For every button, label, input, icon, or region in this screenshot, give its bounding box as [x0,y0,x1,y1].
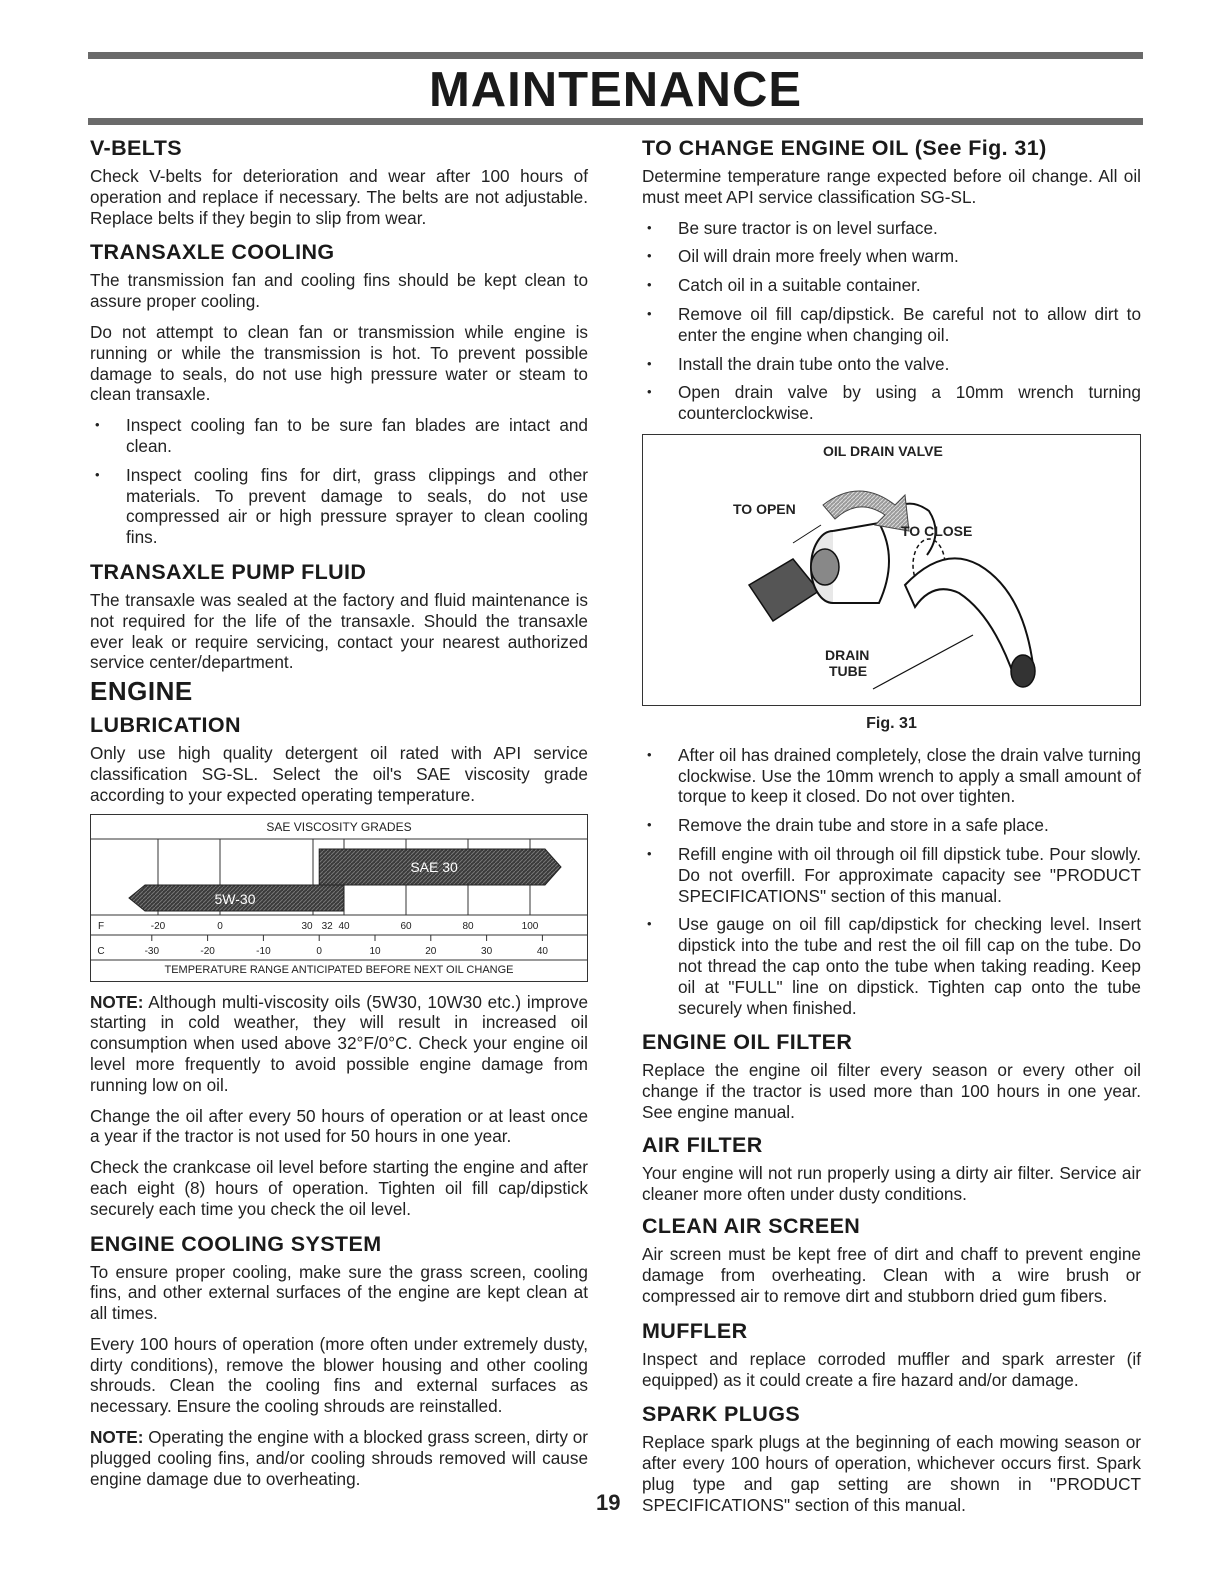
f-tick-label: 32 [321,920,333,932]
wrench-icon [749,559,819,621]
transaxle-pump-fluid-body: The transaxle was sealed at the factory and fluid maintenance is not required for the life of the transaxle. Should the transaxle ever leak or require servicing, contact your nearest authorized service center/department. [90,589,588,673]
left-column [90,136,588,1499]
chart-title: SAE VISCOSITY GRADES [266,819,412,834]
change-oil-intro: Determine temperature range expected before oil change. All oil must meet API service classification SG-SL. [642,166,1141,207]
f-tick-label: 40 [338,920,350,932]
sae30-label: SAE 30 [410,858,458,875]
list-item: • Catch oil in a suitable container. [642,275,1141,296]
f-tick-label: 80 [462,920,474,932]
note-label: NOTE: [90,991,144,1012]
list-item: • Be sure tractor is on level surface. [642,218,1141,239]
muffler-heading: MUFFLER [642,1318,748,1343]
viscosity-chart-svg [91,815,587,979]
air-filter-heading: AIR FILTER [642,1132,763,1157]
tube-label: TUBE [829,662,868,679]
transaxle-cooling-heading: TRANSAXLE COOLING [90,240,335,265]
to-open-label: TO OPEN [733,500,796,517]
engine-cooling-p1: To ensure proper cooling, make sure the grass screen, cooling fins, and other external surfaces of the engine are kept clean at all times. [90,1261,588,1324]
c-tick-label: 30 [481,945,493,957]
list-item: • Use gauge on oil fill cap/dipstick for checking level. Insert dipstick into the tube and rest the oil fill cap on the tube. Do not thread the cap onto the tube when taking reading. Keep oil at "FULL" line on dipstick. Tighten cap onto the tube securely when finished. [642,914,1141,1018]
clean-air-screen-body: Air screen must be kept free of dirt and chaff to prevent engine damage from overheating. Clean with a wire brush or compressed air to remove dirt and stubborn dried gum fibers. [642,1244,1141,1306]
list-item: • Oil will drain more freely when warm. [642,246,1141,267]
vbelts-body: Check V-belts for deterioration and wear after 100 hours of operation and replace if necessary. The belts are not adjustable. Replace belts if they begin to slip from wear. [90,166,588,228]
list-item: • Open drain valve by using a 10mm wrench turning counterclockwise. [642,382,1141,424]
c-tick-label: 40 [536,945,548,957]
check-oil-level: Check the crankcase oil level before starting the engine and after each eight (8) hours of operation. Tighten oil fill cap/dipstick securely each time you check the oil level. [90,1157,588,1219]
engine-cooling-p2: Every 100 hours of operation (more often under extremely dusty, dirty conditions), remove the blower housing and other cooling shrouds. Clean the cooling fins and external surfaces as necessary. Ensure the cooling shrouds are reinstalled. [90,1333,588,1417]
c-axis-label: C [97,945,105,957]
air-filter-body: Your engine will not run properly using a dirty air filter. Service air cleaner more often under dusty conditions. [642,1162,1141,1204]
c-tick-label: -20 [200,945,215,957]
oil-drain-figure [642,434,1141,706]
figure-caption: Fig. 31 [866,714,917,732]
spark-plugs-heading: SPARK PLUGS [642,1402,801,1427]
f-tick-label: 0 [217,920,223,932]
list-item: • Remove oil fill cap/dipstick. Be careful not to allow dirt to enter the engine when changing oil. [642,304,1141,346]
change-oil-list [642,218,1141,424]
list-item: • Remove the drain tube and store in a safe place. [642,815,1141,836]
engine-oil-filter-heading: ENGINE OIL FILTER [642,1030,853,1055]
engine-heading: ENGINE [90,676,193,707]
list-item: • Inspect cooling fins for dirt, grass clippings and other materials. To prevent damage to seals, do not use compressed air or high pressure sprayer to clean cooling fins. [90,465,588,548]
f-tick-label: -20 [150,920,166,932]
c-tick-label: -10 [256,945,271,957]
f-tick-label: 60 [400,920,412,932]
list-item: • Inspect cooling fan to be sure fan blades are intact and clean. [90,415,588,457]
c-tick-label: 10 [369,945,381,957]
note1 [90,992,588,1096]
f-tick-label: 30 [301,920,313,932]
f-axis-label: F [97,920,105,932]
list-item: • Refill engine with oil through oil fill dipstick tube. Pour slowly. Do not overfill. For approximate capacity see "PRODUCT SPECIFICATIONS" section of this manual. [642,844,1141,906]
chart-xlabel: TEMPERATURE RANGE ANTICIPATED BEFORE NEXT OIL CHANGE [164,963,514,976]
note2-body: Operating the engine with a blocked grass screen, dirty or plugged cooling fins, and/or cooling shrouds removed will cause engine damage due to overheating. [90,1427,588,1489]
clean-air-screen-heading: CLEAN AIR SCREEN [642,1214,861,1239]
page-number: 19 [596,1490,621,1515]
transaxle-cooling-p2: Do not attempt to clean fan or transmission while engine is running or while the transmission is hot. To prevent possible damage to seals, do not use high pressure water or steam to clean transaxle. [90,321,588,405]
note1-body: Although multi-viscosity oils (5W30, 10W30 etc.) improve starting in cold weather, they will result in increased oil consumption when used above 32°F/0°C. Check your engine oil level more frequently to avoid possible engine damage from running low on oil. [90,991,588,1095]
c-tick-label: -30 [144,945,160,957]
right-column [642,136,1141,1525]
spark-plugs-body: Replace spark plugs at the beginning of each mowing season or after every 100 hours of operation, whichever occurs first. Spark plug type and gap setting are shown in "PRODUCT SPECIFICATIONS" section of this manual. [642,1432,1141,1515]
after-drain-list [642,745,1141,1019]
list-item: • Install the drain tube onto the valve. [642,354,1141,375]
muffler-body: Inspect and replace corroded muffler and spark arrester (if equipped) as it could create a fire hazard and/or damage. [642,1348,1141,1390]
list-item: • After oil has drained completely, close the drain valve turning clockwise. Use the 10mm wrench to apply a small amount of torque to keep it closed. Do not over tighten. [642,745,1141,807]
title-underline [88,118,1143,125]
lubrication-heading: LUBRICATION [90,713,241,738]
page-title: MAINTENANCE [428,63,803,117]
oil-drain-valve-illustration [643,435,1140,703]
transaxle-pump-fluid-heading: TRANSAXLE PUMP FLUID [90,559,367,584]
note2 [90,1427,588,1489]
lubrication-body: Only use high quality detergent oil rated with API service classification SG-SL. Select the oil's SAE viscosity grade according to your expected operating temperature. [90,743,588,805]
to-close-label: TO CLOSE [901,522,973,539]
c-tick-label: 20 [425,945,437,957]
c-tick-label: 0 [316,945,322,957]
transaxle-cooling-list [90,415,588,548]
vbelts-heading: V-BELTS [90,136,182,160]
note-label: NOTE: [90,1427,144,1448]
transaxle-cooling-p1: The transmission fan and cooling fins should be kept clean to assure proper cooling. [90,270,588,312]
oil-drain-valve-label: OIL DRAIN VALVE [823,442,943,459]
change-oil-interval: Change the oil after every 50 hours of operation or at least once a year if the tractor is not used for 50 hours in one year. [90,1105,588,1147]
viscosity-chart [90,814,588,982]
f-tick-label: 100 [521,920,539,932]
top-rule [88,52,1143,59]
engine-oil-filter-body: Replace the engine oil filter every season or every other oil change if the tractor is used more than 100 hours in one year. See engine manual. [642,1060,1141,1122]
engine-cooling-heading: ENGINE COOLING SYSTEM [90,1231,382,1256]
change-oil-heading: TO CHANGE ENGINE OIL (See Fig. 31) [642,136,1047,160]
5w30-label: 5W-30 [214,890,256,907]
drain-label: DRAIN [825,646,870,663]
